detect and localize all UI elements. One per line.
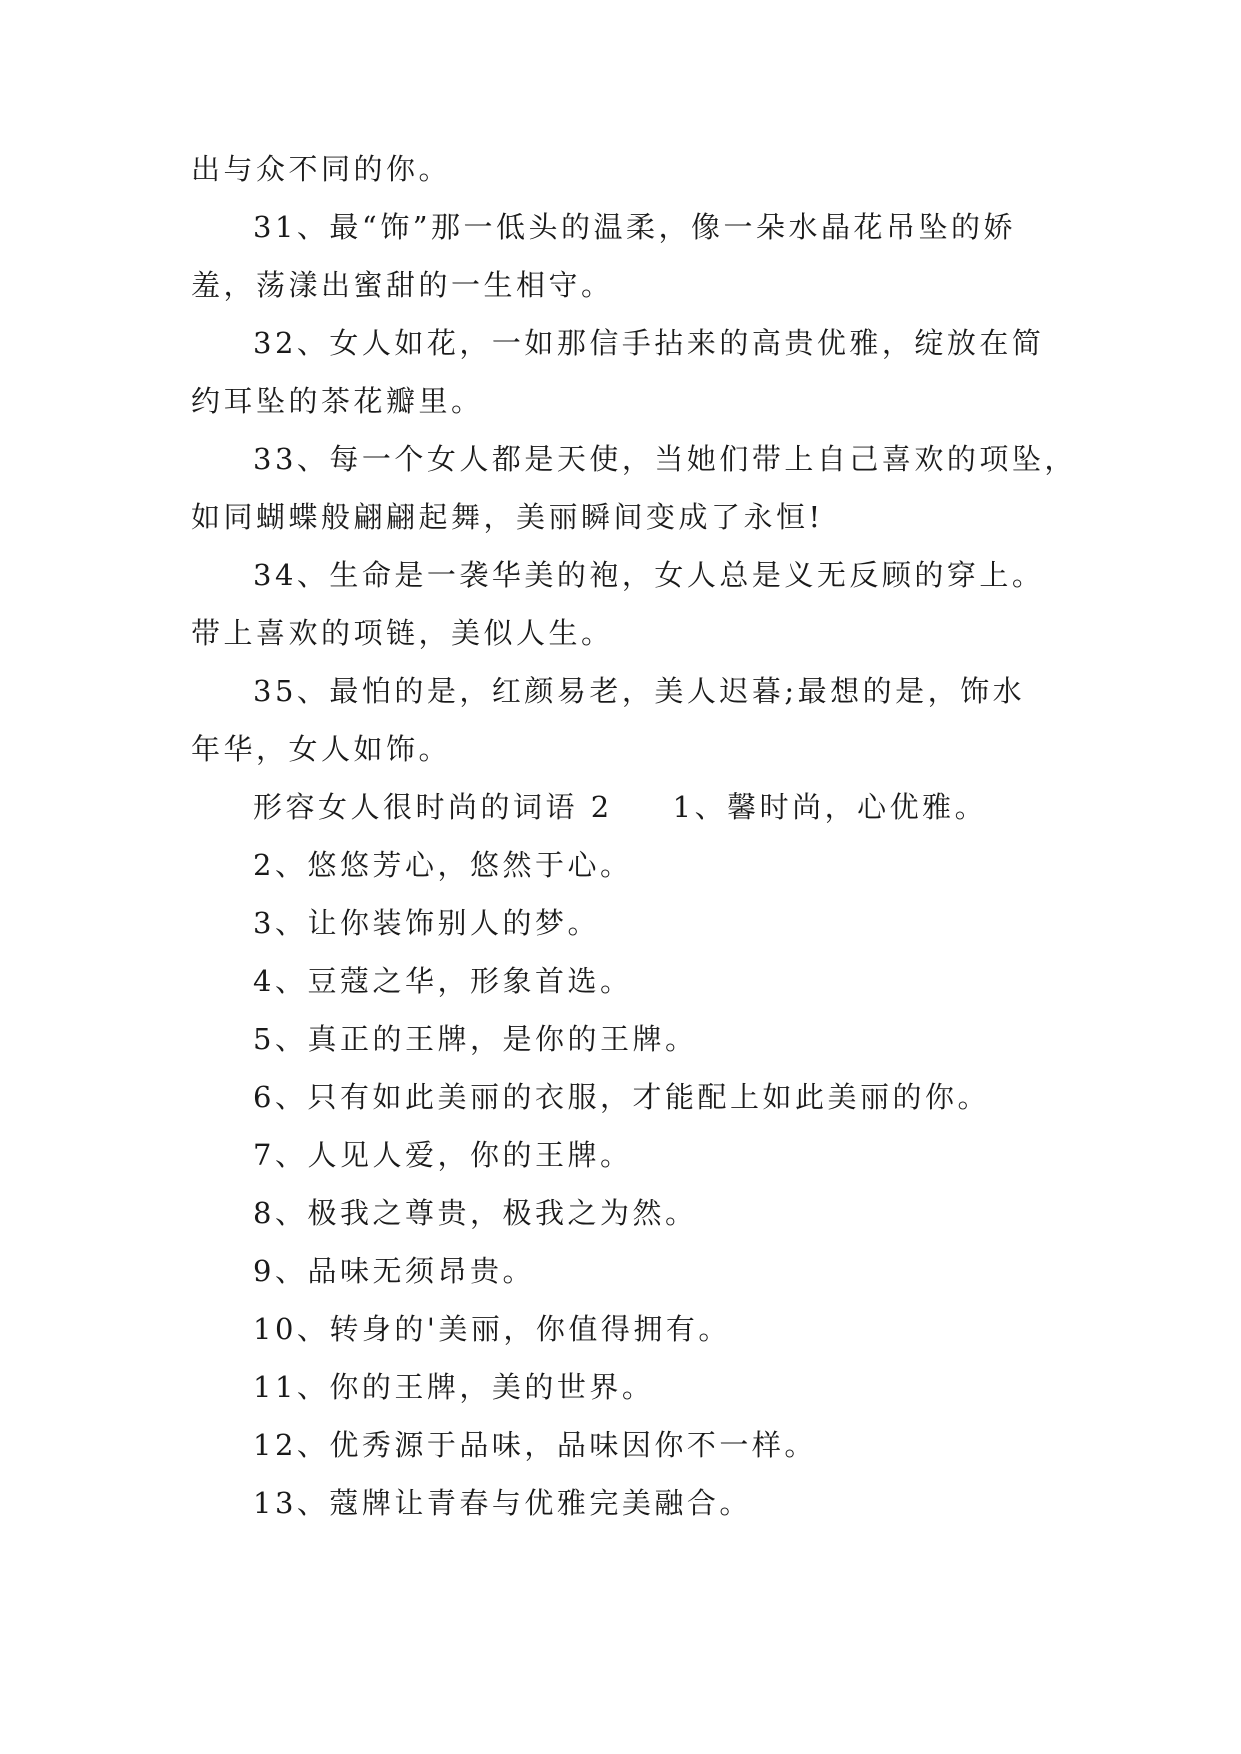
list-item: 10、转身的'美丽，你值得拥有。 [253, 1312, 731, 1346]
list-item: 3、让你装饰别人的梦。 [253, 906, 600, 940]
list-item: 6、只有如此美丽的衣服，才能配上如此美丽的你。 [253, 1080, 990, 1114]
text-line: 32、女人如花，一如那信手拈来的高贵优雅，绽放在简 [253, 326, 1045, 360]
text-line: 出与众不同的你。 [191, 152, 452, 186]
text-line: 羞，荡漾出蜜甜的一生相守。 [191, 268, 614, 302]
text-line: 约耳坠的茶花瓣里。 [191, 384, 484, 418]
list-item: 4、豆蔻之华，形象首选。 [253, 964, 633, 998]
section-heading: 形容女人很时尚的词语 2 [253, 790, 613, 824]
list-item: 9、品味无须昂贵。 [253, 1254, 535, 1288]
list-item: 12、优秀源于品味，品味因你不一样。 [253, 1428, 817, 1462]
list-item: 7、人见人爱，你的王牌。 [253, 1138, 633, 1172]
list-item: 11、你的王牌，美的世界。 [253, 1370, 655, 1404]
text-line: 33、每一个女人都是天使，当她们带上自己喜欢的项坠， [253, 442, 1077, 476]
text-line: 34、生命是一袭华美的袍，女人总是义无反顾的穿上。 [253, 558, 1045, 592]
text-line: 带上喜欢的项链，美似人生。 [191, 616, 614, 650]
text-line: 年华，女人如饰。 [191, 732, 452, 766]
list-item: 1、馨时尚，心优雅。 [672, 790, 988, 824]
text-line: 如同蝴蝶般翩翩起舞，美丽瞬间变成了永恒! [191, 500, 824, 534]
list-item: 8、极我之尊贵，极我之为然。 [253, 1196, 698, 1230]
list-item: 13、蔻牌让青春与优雅完美融合。 [253, 1486, 752, 1520]
list-item: 5、真正的王牌，是你的王牌。 [253, 1022, 698, 1056]
text-line: 35、最怕的是，红颜易老，美人迟暮;最想的是，饰水 [253, 674, 1026, 708]
text-line: 31、最“饰”那一低头的温柔，像一朵水晶花吊坠的娇 [253, 210, 1017, 244]
list-item: 2、悠悠芳心，悠然于心。 [253, 848, 633, 882]
section-heading-line [253, 787, 1133, 827]
